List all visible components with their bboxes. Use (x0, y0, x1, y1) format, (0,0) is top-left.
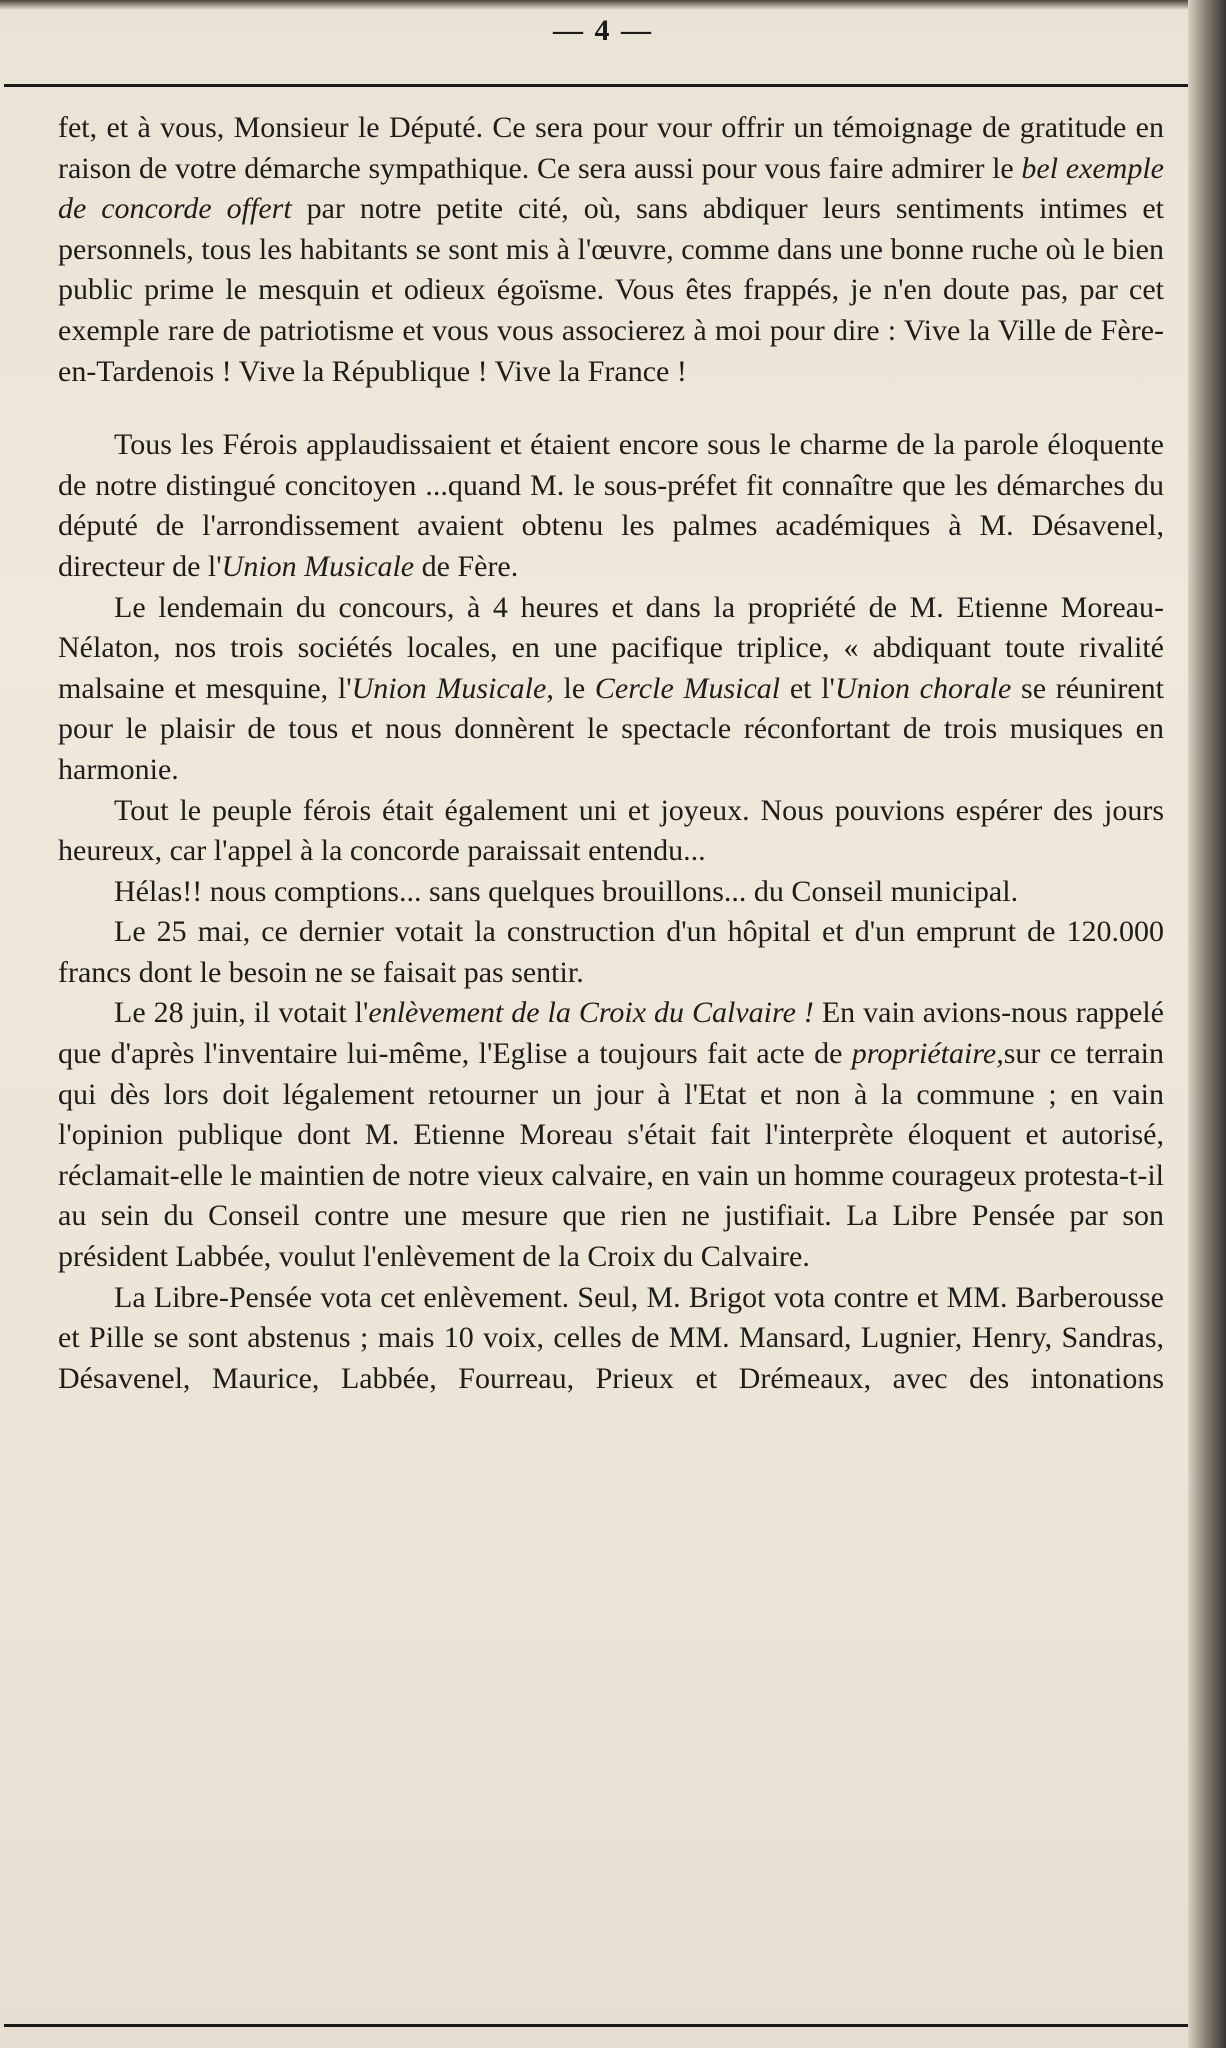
page-edge-shadow (1188, 0, 1226, 2048)
italic-phrase: bel exemple de concorde offert (58, 151, 1164, 226)
paragraph-8: La Libre-Pensée vota cet enlèvement. Seul, M. Brigot vota contre et MM. Barberousse et Pille se sont abstenus ; mais 10 voix, celles de MM. Mansard, Lugnier, Henry, Sandras, Désavenel, Maurice, Labbée, Fourreau, Prieux et Drémeaux, avec des intonations (58, 1280, 1164, 1395)
italic-phrase: Union Musicale (221, 549, 415, 583)
italic-phrase: enlèvement de la Croix du Calvaire ! (368, 996, 814, 1030)
paragraph-4: Tout le peuple férois était également uni et joyeux. Nous pouvions espérer des jours heureux, car l'appel à la concorde paraissait entendu... (58, 793, 1164, 868)
paragraph-1: fet, et à vous, Monsieur le Député. Ce sera pour vour offrir un témoignage de gratitude en raison de votre démarche sympathique. Ce sera aussi pour vous faire admirer le bel exemple de concorde offert par notre petite cité, où, sans abdiquer leurs sentiments intimes et personnels, tous les habitants se sont mis à l'œuvre, comme dans une bonne ruche où le bien public prime le mesquin et odieux égoïsme. Vous êtes frappés, je n'en doute pas, par cet exemple rare de patriotisme et vous vous associerez à moi pour dire : Vive la Ville de Fère-en-Tardenois ! Vive la République ! Vive la France ! (58, 111, 1164, 388)
page-number: — 4 — (553, 14, 653, 47)
footer-rule (4, 2024, 1200, 2027)
paragraph-5: Hélas!! nous comptions... sans quelques brouillons... du Conseil municipal. (114, 874, 1019, 908)
italic-phrase: Cercle Musical (594, 671, 781, 705)
italic-phrase: propriétaire, (851, 1037, 1004, 1071)
paragraph-6: Le 25 mai, ce dernier votait la construction d'un hôpital et d'un emprunt de 120.000 francs dont le besoin ne se faisait pas sentir. (58, 915, 1164, 989)
paragraph-3: Le lendemain du concours, à 4 heures et dans la propriété de M. Etienne Moreau-Nélaton, nos trois sociétés locales, en une pacifique triplice, « abdiquant toute rivalité malsaine et mesquine, l'Union Musicale, le Cercle Musical et l'Union chorale se réunirent pour le plaisir de tous et nous donnèrent le spectacle réconfortant de trois musiques en harmonie. (58, 590, 1165, 786)
paragraph-2: Tous les Férois applaudissaient et étaient encore sous le charme de la parole éloquente de notre distingué concitoyen ...quand M. le sous-préfet fit connaître que les démarches du député de l'arrondissement avaient obtenu les palmes académiques à M. Désavenel, directeur de l'Union Musicale de Fère. (58, 428, 1164, 583)
body-text (58, 108, 1164, 1399)
header-rule (4, 84, 1200, 87)
italic-phrase: Union Musicale (351, 671, 547, 705)
italic-phrase: Union chorale (834, 671, 1012, 705)
paragraph-7: Le 28 juin, il votait l'enlèvement de la Croix du Calvaire ! En vain avions-nous rappelé que d'après l'inventaire lui-même, l'Eglise a toujours fait acte de propriétaire,sur ce terrain qui dès lors doit légalement retourner un jour à l'Etat et non à la commune ; en vain l'opinion publique dont M. Etienne Moreau s'était fait l'interprète éloquent et autorisé, réclamait-elle le maintien de notre vieux calvaire, en vain un homme courageux protesta-t-il au sein du Conseil contre une mesure que rien ne justifiait. La Libre Pensée par son président Labbée, voulut l'enlèvement de la Croix du Calvaire. (58, 996, 1165, 1274)
top-edge-shadow (0, 0, 1226, 10)
